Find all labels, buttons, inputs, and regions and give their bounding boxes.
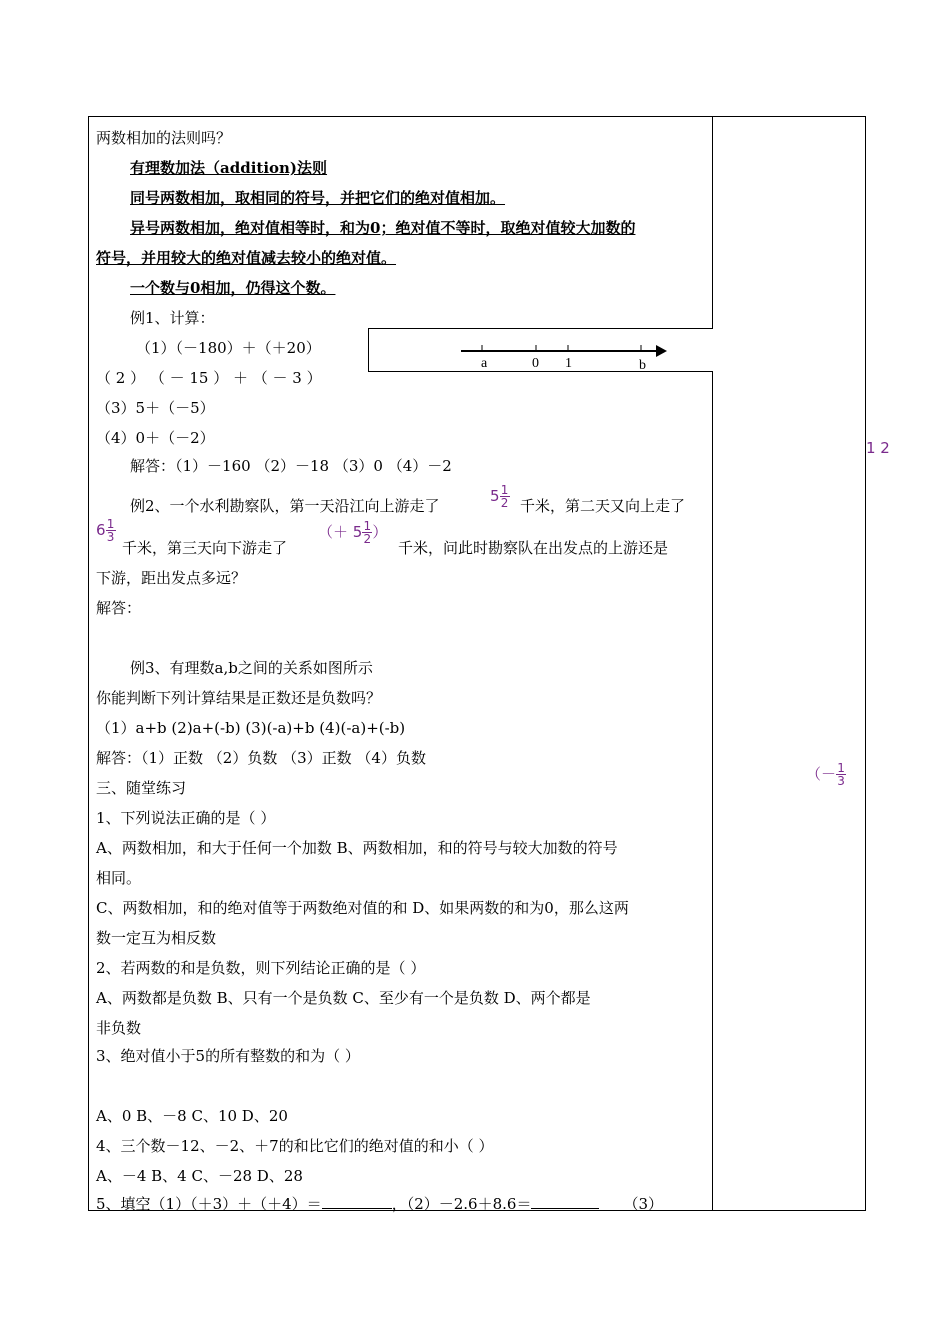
question1-options-ab: A、两数相加，和大于任何一个加数 B、两数相加，和的符号与较大加数的符号 bbox=[96, 839, 618, 857]
fraction-plus-5-1-2: （＋ 5 $\frac{1}{2}$ ） bbox=[318, 519, 388, 546]
example1-answer: 解答：（1）－160 （2）－18 （3）0 （4）－2 bbox=[130, 457, 452, 475]
margin-note-minus-1-3: （－ $\frac{1}{3}$ bbox=[806, 761, 845, 788]
example2-line1b: 千米，第二天又向上走了 bbox=[520, 497, 686, 515]
question2: 2、若两数的和是负数，则下列结论正确的是（ ） bbox=[96, 959, 426, 977]
rule-same-sign: 同号两数相加，取相同的符号，并把它们的绝对值相加。 bbox=[130, 189, 506, 207]
example3-answer: 解答：（1）正数 （2）负数 （3）正数 （4）负数 bbox=[96, 749, 426, 767]
arrow-icon bbox=[656, 345, 667, 357]
answer-blank-2[interactable] bbox=[531, 1208, 599, 1209]
fraction-5-1-2: 5 $\frac{1}{2}$ bbox=[490, 483, 509, 510]
question4-options: A、－4 B、4 C、－28 D、28 bbox=[96, 1167, 303, 1185]
label-0: 0 bbox=[532, 356, 539, 371]
rule-title: 有理数加法（addition)法则 bbox=[130, 159, 328, 177]
number-line bbox=[369, 329, 714, 373]
question1: 1、下列说法正确的是（ ） bbox=[96, 809, 276, 827]
question2-options: A、两数都是负数 B、只有一个是负数 C、至少有一个是负数 D、两个都是 bbox=[96, 989, 591, 1007]
example2-answer: 解答： bbox=[96, 599, 142, 617]
example3-items: （1）a+b (2)a+(-b) (3)(-a)+b (4)(-a)+(-b) bbox=[96, 719, 406, 737]
label-b: b bbox=[639, 358, 646, 373]
rule-diff-sign: 异号两数相加，绝对值相等时，和为0；绝对值不等时，取绝对值较大加数的 bbox=[130, 219, 636, 237]
example1-item3: （3）5＋（－5） bbox=[96, 399, 215, 417]
question4: 4、三个数－12、－2、＋7的和比它们的绝对值的和小（ ） bbox=[96, 1137, 494, 1155]
example1-item1: （1）（－180）＋（＋20） bbox=[136, 339, 321, 357]
question1-options-cd: C、两数相加，和的绝对值等于两数绝对值的和 D、如果两数的和为0，那么这两 bbox=[96, 899, 629, 917]
example2-line2b: 千米，问此时勘察队在出发点的上游还是 bbox=[398, 539, 669, 557]
margin-note-12: 1 2 bbox=[866, 439, 890, 457]
rule-zero: 一个数与0相加，仍得这个数。 bbox=[130, 279, 336, 297]
example3-title: 例3、有理数a,b之间的关系如图所示 bbox=[130, 659, 373, 677]
label-a: a bbox=[481, 356, 488, 371]
answer-blank-1[interactable] bbox=[322, 1208, 392, 1209]
example1-item2: （ 2 ） （ － 15 ） ＋ （ － 3 ） bbox=[96, 369, 322, 387]
label-1: 1 bbox=[565, 356, 572, 371]
text-line: 两数相加的法则吗？ bbox=[96, 129, 232, 147]
column-divider bbox=[712, 116, 713, 1211]
question2-options-cont: 非负数 bbox=[96, 1019, 142, 1037]
number-line-figure bbox=[368, 328, 713, 372]
example1-item4: （4）0＋（－2） bbox=[96, 429, 215, 447]
example1-title: 例1、计算： bbox=[130, 309, 215, 327]
question1-options-ab-cont: 相同。 bbox=[96, 869, 142, 887]
example2-line3: 下游，距出发点多远？ bbox=[96, 569, 247, 587]
rule-diff-sign-cont: 符号，并用较大的绝对值减去较小的绝对值。 bbox=[96, 249, 397, 267]
question3: 3、绝对值小于5的所有整数的和为（ ） bbox=[96, 1047, 360, 1065]
question3-options: A、0 B、－8 C、10 D、20 bbox=[96, 1107, 288, 1125]
example2-line1: 例2、一个水利勘察队，第一天沿江向上游走了 bbox=[130, 497, 440, 515]
question1-options-cd-cont: 数一定互为相反数 bbox=[96, 929, 217, 947]
example3-question: 你能判断下列计算结果是正数还是负数吗？ bbox=[96, 689, 382, 707]
fraction-6-1-3: 6 $\frac{1}{3}$ bbox=[96, 517, 115, 544]
question5: 5、填空（1）（＋3）＋（＋4）＝ ，（2）－2.6＋8.6＝ （3） bbox=[96, 1195, 663, 1213]
example2-line2: 千米，第三天向下游走了 bbox=[122, 539, 288, 557]
section-practice: 三、随堂练习 bbox=[96, 779, 187, 797]
